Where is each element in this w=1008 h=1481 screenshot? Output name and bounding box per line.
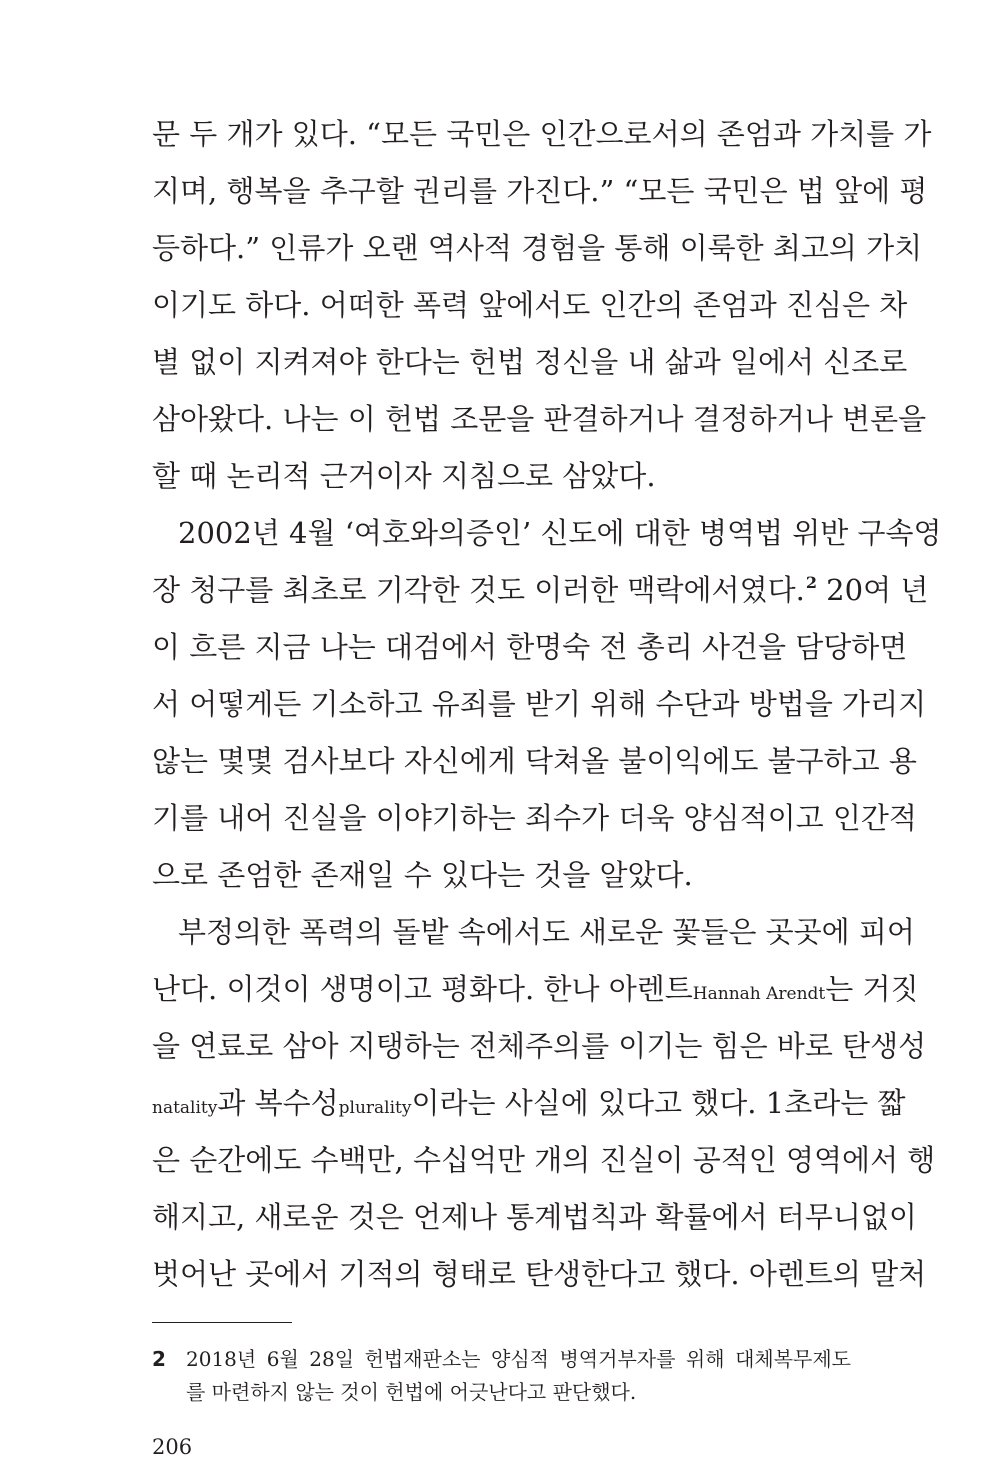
body-line (152, 961, 919, 1017)
body-line: 등하다.” 인류가 오랜 역사적 경험을 통해 이룩한 최고의 가치 (152, 231, 923, 265)
body-text: 는 거짓 (825, 972, 919, 1006)
body-text: 과 복수성 (217, 1086, 339, 1120)
body-line: 기를 내어 진실을 이야기하는 죄수가 더욱 양심적이고 인간적 (152, 801, 917, 835)
body-text: 20여 년 (816, 573, 929, 607)
body-line: 벗어난 곳에서 기적의 형태로 탄생한다고 했다. 아렌트의 말처 (152, 1257, 927, 1291)
body-line: 삼아왔다. 나는 이 헌법 조문을 판결하거나 결정하거나 변론을 (152, 402, 927, 436)
body-line: 서 어떻게든 기소하고 유죄를 받기 위해 수단과 방법을 가리지 (152, 687, 927, 721)
body-line: 2002년 4월 ‘여호와의증인’ 신도에 대한 병역법 위반 구속영 (178, 516, 942, 550)
body-line: 할 때 논리적 근거이자 지침으로 삼았다. (152, 459, 656, 493)
body-line (152, 1075, 906, 1131)
body-line: 해지고, 새로운 것은 언제나 통계법칙과 확률에서 터무니없이 (152, 1200, 917, 1234)
body-line (152, 562, 929, 618)
footnote-reference: 2 (805, 573, 817, 592)
body-text: 이라는 사실에 있다고 했다. 1초라는 짧 (411, 1086, 906, 1120)
body-line: 문 두 개가 있다. “모든 국민은 인간으로서의 존엄과 가치를 가 (152, 117, 932, 151)
body-line: 별 없이 지켜져야 한다는 헌법 정신을 내 삶과 일에서 신조로 (152, 345, 908, 379)
body-line: 이기도 하다. 어떠한 폭력 앞에서도 인간의 존엄과 진심은 차 (152, 288, 908, 322)
footnote-divider (152, 1322, 292, 1323)
footnote-line: 2018년 6월 28일 헌법재판소는 양심적 병역거부자를 위해 대체복무제도 (186, 1347, 851, 1371)
foreign-term: Hannah Arendt (692, 984, 826, 1004)
body-line: 은 순간에도 수백만, 수십억만 개의 진실이 공적인 영역에서 행 (152, 1143, 936, 1177)
footnote-number: 2 (152, 1347, 166, 1371)
body-line: 부정의한 폭력의 돌밭 속에서도 새로운 꽃들은 곳곳에 피어 (178, 915, 915, 949)
body-line: 않는 몇몇 검사보다 자신에게 닥쳐올 불이익에도 불구하고 용 (152, 744, 917, 778)
body-text: 장 청구를 최초로 기각한 것도 이러한 맥락에서였다. (152, 573, 805, 607)
foreign-term: plurality (338, 1098, 412, 1118)
body-line: 지며, 행복을 추구할 권리를 가진다.” “모든 국민은 법 앞에 평 (152, 174, 928, 208)
body-line: 이 흐른 지금 나는 대검에서 한명숙 전 총리 사건을 담당하면 (152, 630, 908, 664)
body-text: 난다. 이것이 생명이고 평화다. 한나 아렌트 (152, 972, 693, 1006)
body-line: 을 연료로 삼아 지탱하는 전체주의를 이기는 힘은 바로 탄생성 (152, 1029, 927, 1063)
page-number: 206 (152, 1435, 193, 1459)
foreign-term: natality (152, 1098, 218, 1118)
footnote-line: 를 마련하지 않는 것이 헌법에 어긋난다고 판단했다. (186, 1380, 637, 1404)
body-line: 으로 존엄한 존재일 수 있다는 것을 알았다. (152, 858, 693, 892)
